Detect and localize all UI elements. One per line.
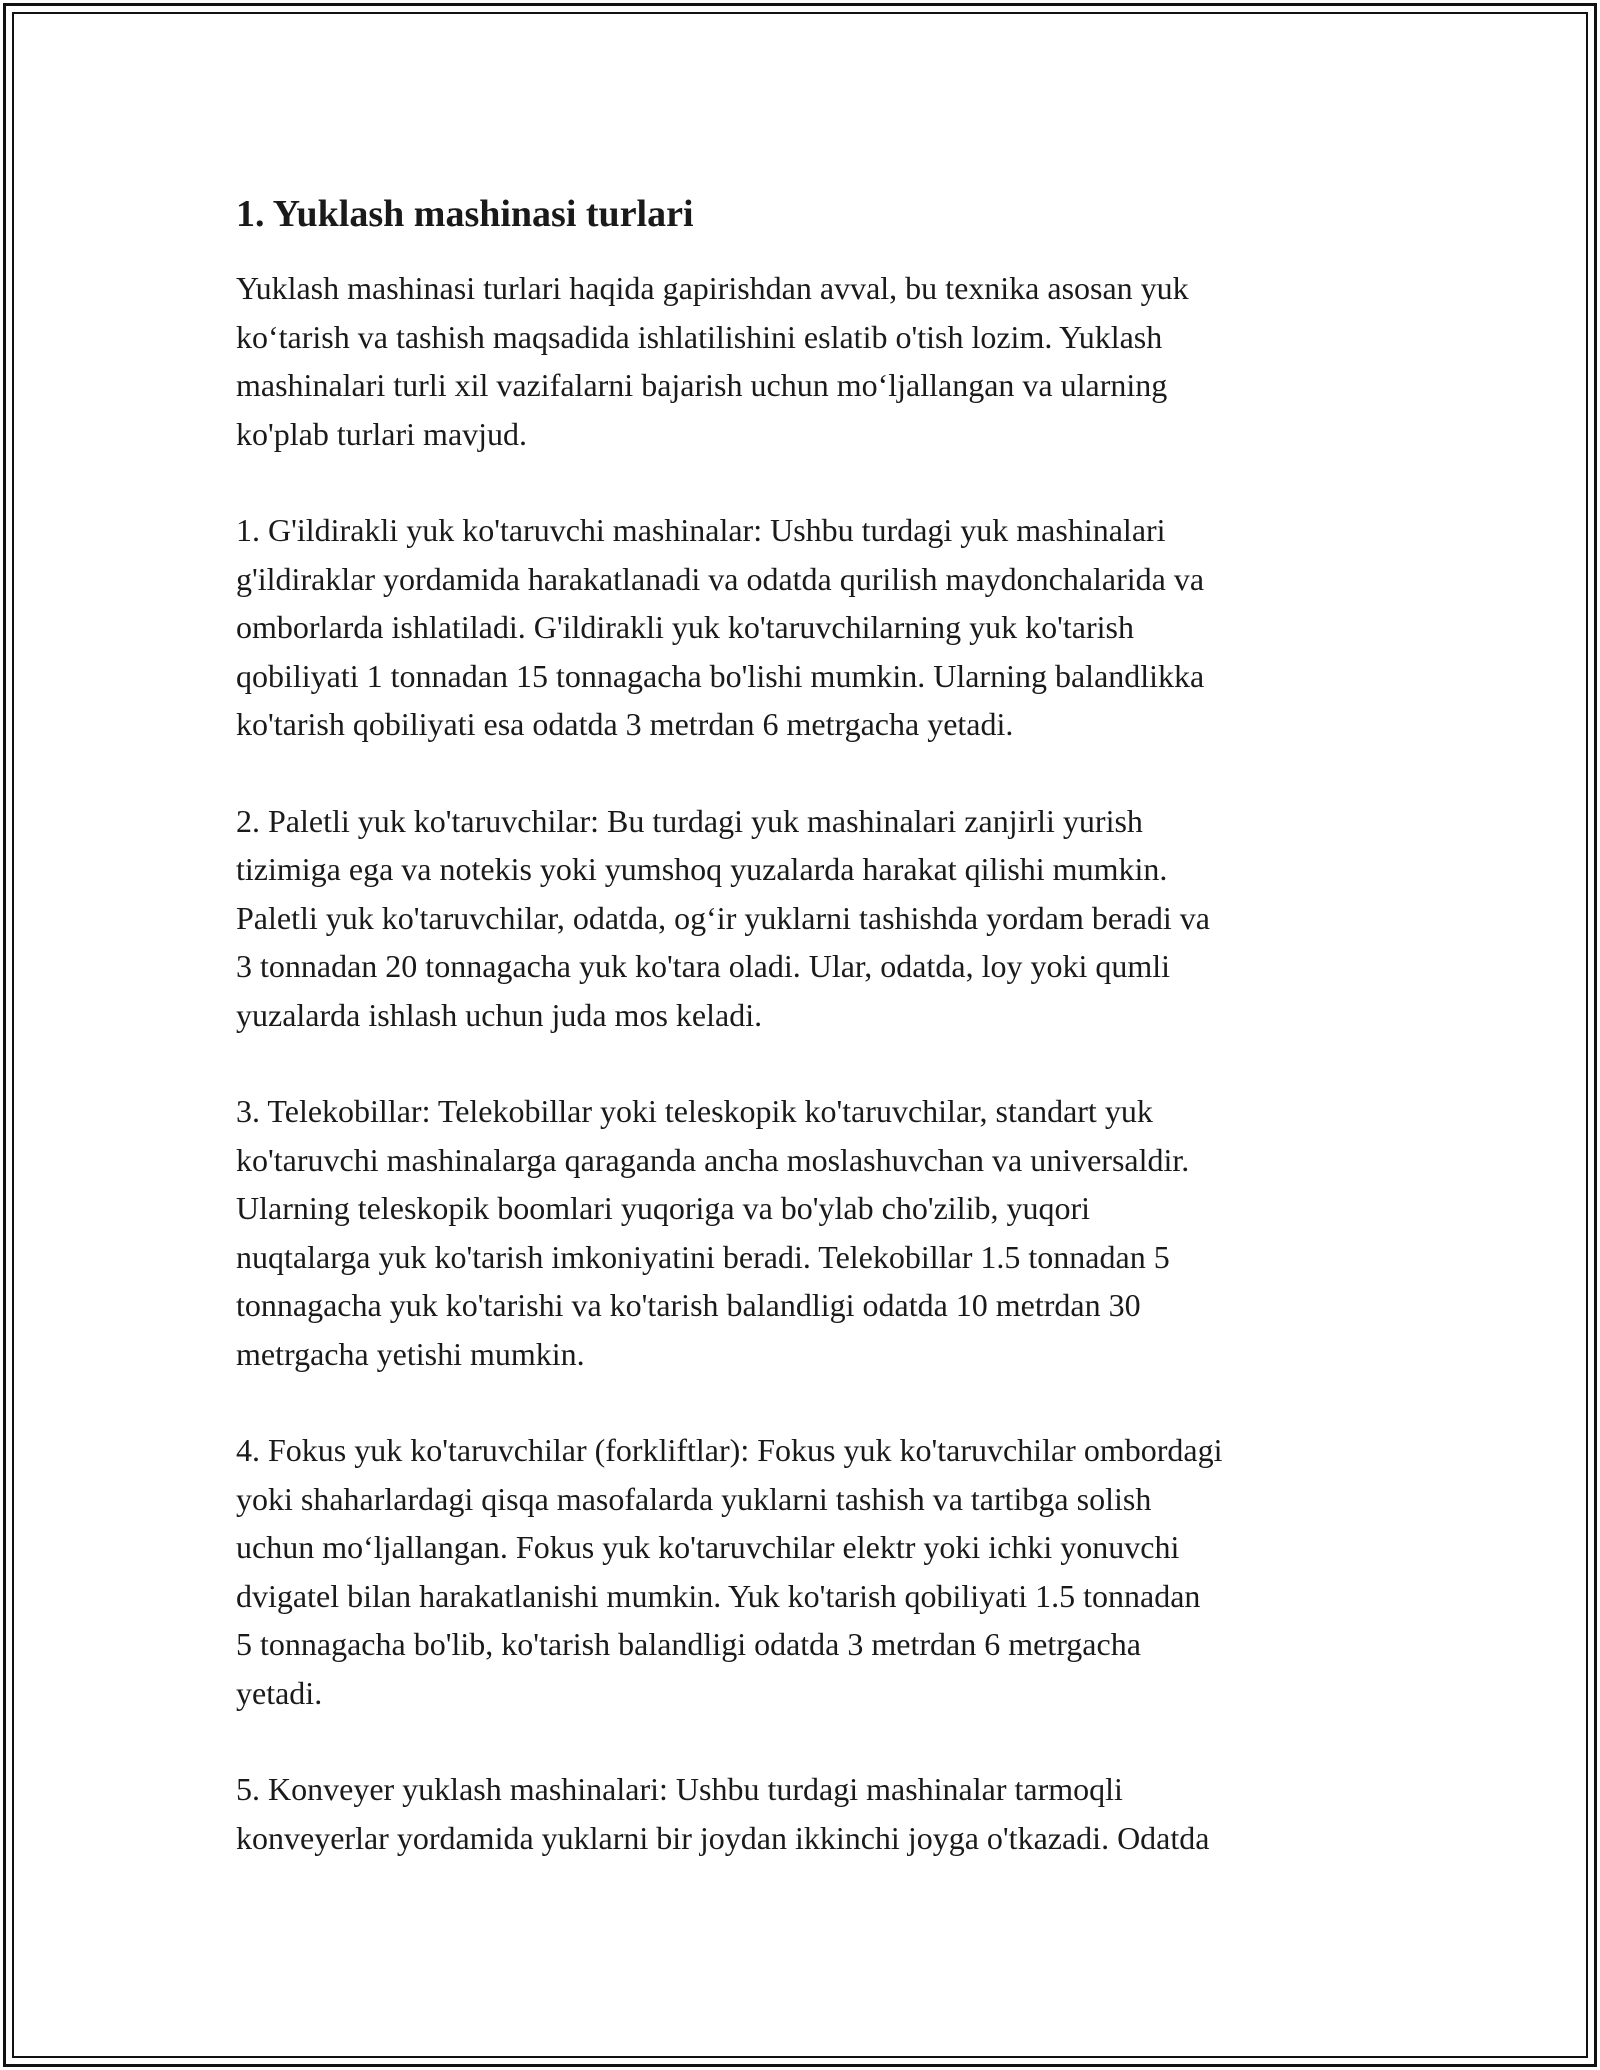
intro-paragraph: Yuklash mashinasi turlari haqida gapirishdan avval, bu texnika asosan yuk ko‘tarish va tashish maqsadida ishlatilishini eslatib o'tish lozim. Yuklash mashinalari turli xil vazifalarni bajarish uchun mo‘ljallangan va ularning ko'plab turlari mavjud. xyxy=(236,270,1189,452)
paragraph-forklifts: 4. Fokus yuk ko'taruvchilar (forkliftlar): Fokus yuk ko'taruvchilar ombordagi yoki shaharlardagi qisqa masofalarda yuklarni tashish va tartibga solish uchun mo‘ljallangan. Fokus yuk ko'taruvchilar elektr yoki ichki yonuvchi dvigatel bilan harakatlanishi mumkin. Yuk ko'tarish qobiliyati 1.5 tonnadan 5 tonnagacha bo'lib, ko'tarish balandligi odatda 3 metrdan 6 metrgacha yetadi. xyxy=(236,1432,1223,1711)
paragraph-tracked-loaders: 2. Paletli yuk ko'taruvchilar: Bu turdagi yuk mashinalari zanjirli yurish tizimiga ega va notekis yoki yumshoq yuzalarda harakat qilishi mumkin. Paletli yuk ko'taruvchilar, odatda, og‘ir yuklarni tashishda yordam beradi va 3 tonnadan 20 tonnagacha yuk ko'tara oladi. Ular, odatda, loy yoki qumli yuzalarda ishlash uchun juda mos keladi. xyxy=(236,802,1210,1033)
document-body xyxy=(236,188,1376,1910)
paragraph-wheeled-loaders: 1. G'ildirakli yuk ko'taruvchi mashinalar: Ushbu turdagi yuk mashinalari g'ildiraklar yordamida harakatlanadi va odatda qurilish maydonchalarida va omborlarda ishlatiladi. G'ildirakli yuk ko'taruvchilarning yuk ko'tarish qobiliyati 1 tonnadan 15 tonnagacha bo'lishi mumkin. Ularning balandlikka ko'tarish qobiliyati esa odatda 3 metrdan 6 metrgacha yetadi. xyxy=(236,512,1205,742)
paragraph-conveyor-loaders: 5. Konveyer yuklash mashinalari: Ushbu turdagi mashinalar tarmoqli konveyerlar yordamida yuklarni bir joydan ikkinchi joyga o'tkazadi. Odatda xyxy=(236,1771,1210,1856)
section-heading: 1. Yuklash mashinasi turlari xyxy=(236,193,694,235)
paragraph-telehandlers: 3. Telekobillar: Telekobillar yoki teleskopik ko'taruvchilar, standart yuk ko'taruvchi mashinalarga qaraganda ancha moslashuvchan va universaldir. Ularning teleskopik boomlari yuqoriga va bo'ylab cho'zilib, yuqori nuqtalarga yuk ko'tarish imkoniyatini beradi. Telekobillar 1.5 tonnadan 5 tonnagacha yuk ko'tarishi va ko'tarish balandligi odatda 10 metrdan 30 metrgacha yetishi mumkin. xyxy=(236,1093,1190,1372)
